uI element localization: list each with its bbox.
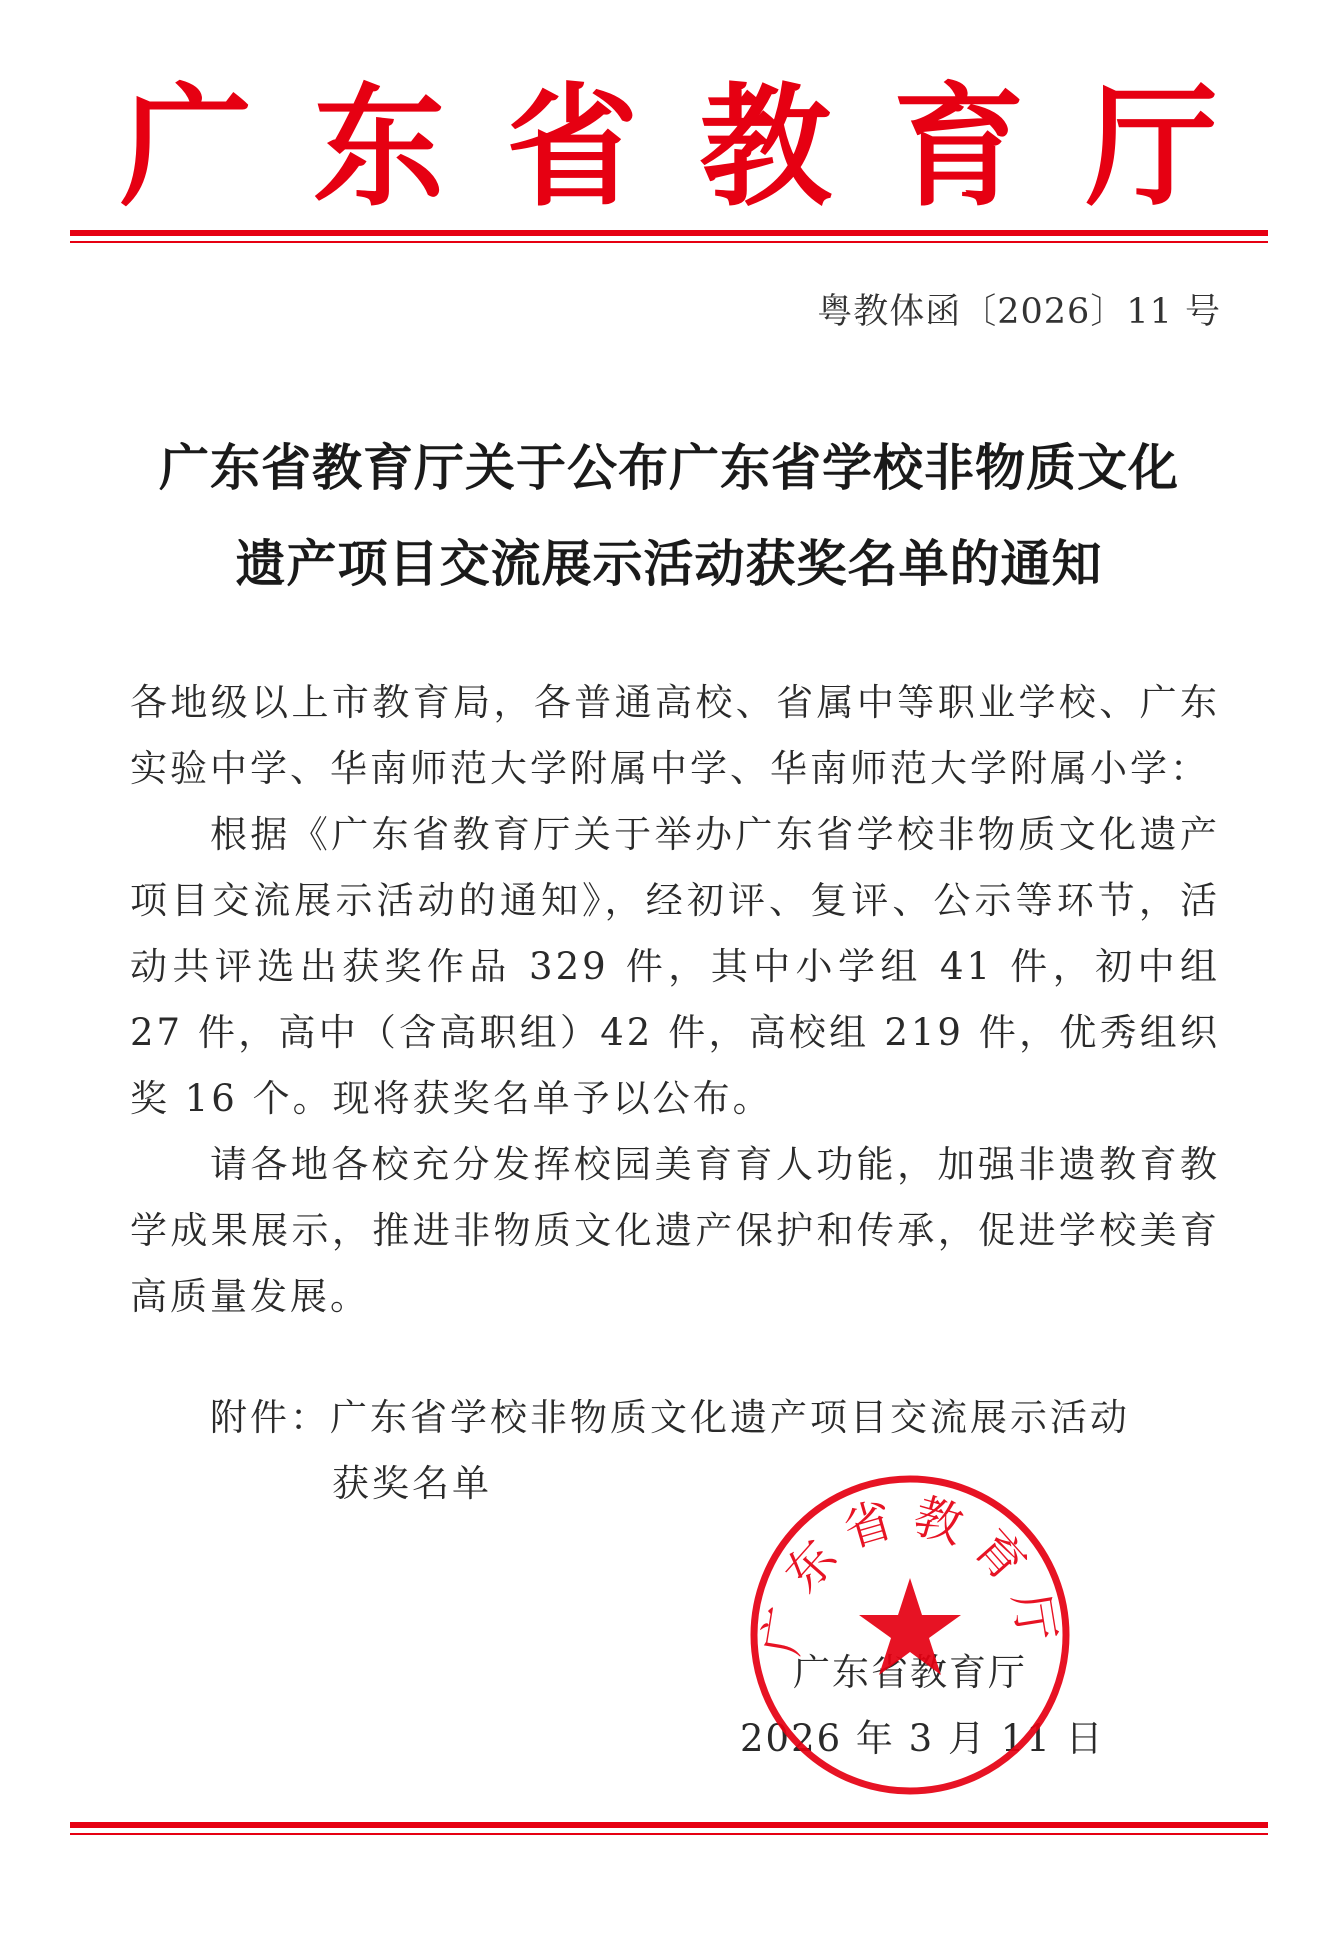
letterhead-char: 东 <box>313 70 446 225</box>
attachment-title-line-1: 广东省学校非物质文化遗产项目交流展示活动 <box>330 1396 1130 1439</box>
header-rule-thin <box>70 241 1268 243</box>
title-line-2: 遗产项目交流展示活动获奖名单的通知 <box>235 534 1103 593</box>
letterhead-char: 省 <box>506 70 639 225</box>
header-rule-thick <box>70 230 1268 236</box>
letterhead-char: 广 <box>120 70 252 225</box>
footer-rule-thick <box>70 1822 1268 1828</box>
signature-organization: 广东省教育厅 <box>793 1651 1027 1694</box>
addressee: 各地级以上市教育局，各普通高校、省属中等职业学校、广东实验中学、华南师范大学附属中学、华南师范大学附属小学： <box>130 681 1220 790</box>
attachment-label: 附件： <box>210 1396 330 1439</box>
seal-star-icon <box>859 1578 961 1675</box>
footer-rule-thin <box>70 1833 1268 1835</box>
letterhead-char: 厅 <box>1085 70 1218 225</box>
seal-arc-text: 广东省教育厅 <box>753 1487 1067 1660</box>
title-line-1: 广东省教育厅关于公布广东省学校非物质文化 <box>159 438 1179 497</box>
official-seal-stamp <box>745 1470 1075 1800</box>
document-body <box>130 670 1220 1330</box>
body-paragraph-2: 请各地各校充分发挥校园美育育人功能，加强非遗教育教学成果展示，推进非物质文化遗产保护和传承，促进学校美育高质量发展。 <box>130 1143 1220 1318</box>
document-title <box>120 420 1218 612</box>
letterhead-char: 教 <box>699 70 832 225</box>
attachment-title-line-2: 获奖名单 <box>332 1462 492 1505</box>
letterhead <box>120 70 1218 225</box>
body-paragraph-1: 根据《广东省教育厅关于举办广东省学校非物质文化遗产项目交流展示活动的通知》，经初评、复评、公示等环节，活动共评选出获奖作品 329 件，其中小学组 41 件，初中组 27 件，高中（含高职组）42 件，高校组 219 件，优秀组织奖 16 个。现将获奖名单予以公布。 <box>130 813 1220 1120</box>
letterhead-char: 育 <box>892 70 1025 225</box>
signature-date: 2026 年 3 月 11 日 <box>740 1717 1105 1760</box>
document-number: 粤教体函〔2026〕11 号 <box>817 292 1221 332</box>
